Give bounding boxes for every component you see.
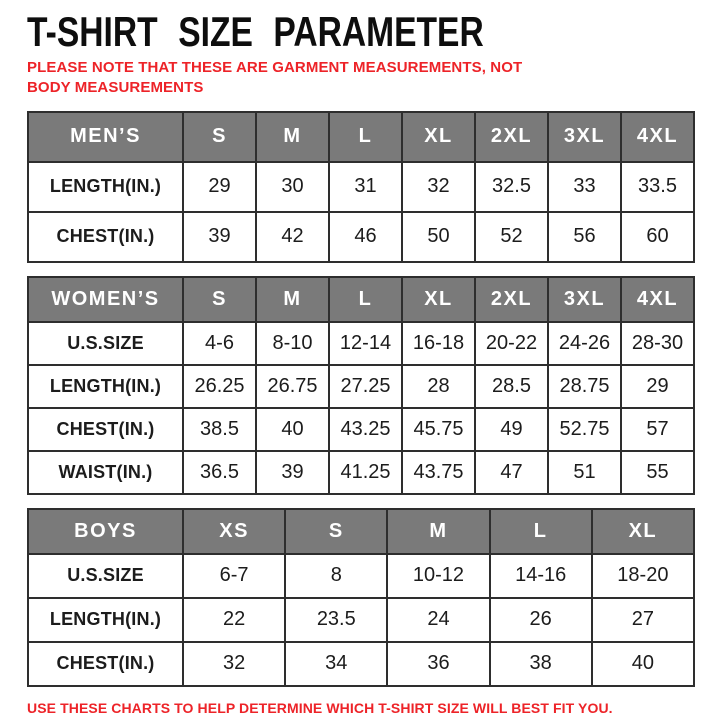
measurement-row <box>28 408 694 451</box>
size-header-cell: 3XL <box>548 112 621 162</box>
value-cell: 29 <box>621 365 694 408</box>
row-label-cell: LENGTH(IN.) <box>28 598 183 642</box>
value-cell: 52 <box>475 212 548 262</box>
value-cell: 32.5 <box>475 162 548 212</box>
value-cell: 8 <box>285 554 387 598</box>
value-cell: 10-12 <box>387 554 489 598</box>
size-header-cell: 2XL <box>475 112 548 162</box>
size-header-cell: XL <box>402 112 475 162</box>
size-header-cell: S <box>285 509 387 554</box>
womens-size-table <box>27 276 695 495</box>
value-cell: 43.75 <box>402 451 475 494</box>
value-cell: 55 <box>621 451 694 494</box>
page-title-text: T-SHIRT SIZE PARAMETER <box>27 8 484 55</box>
value-cell: 26 <box>490 598 592 642</box>
value-cell: 43.25 <box>329 408 402 451</box>
value-cell: 18-20 <box>592 554 694 598</box>
mens-size-table <box>27 111 695 263</box>
row-label-cell: CHEST(IN.) <box>28 642 183 686</box>
value-cell: 42 <box>256 212 329 262</box>
row-label-cell: WAIST(IN.) <box>28 451 183 494</box>
row-label-cell: U.S.SIZE <box>28 322 183 365</box>
size-header-row <box>28 112 694 162</box>
value-cell: 27 <box>592 598 694 642</box>
value-cell: 27.25 <box>329 365 402 408</box>
size-header-row <box>28 509 694 554</box>
value-cell: 26.75 <box>256 365 329 408</box>
measurement-row <box>28 642 694 686</box>
value-cell: 50 <box>402 212 475 262</box>
value-cell: 49 <box>475 408 548 451</box>
value-cell: 38.5 <box>183 408 256 451</box>
row-label-cell: CHEST(IN.) <box>28 212 183 262</box>
size-header-row <box>28 277 694 322</box>
value-cell: 20-22 <box>475 322 548 365</box>
measurement-row <box>28 598 694 642</box>
row-label-cell: U.S.SIZE <box>28 554 183 598</box>
measurement-row <box>28 451 694 494</box>
value-cell: 39 <box>256 451 329 494</box>
size-header-cell: XL <box>592 509 694 554</box>
value-cell: 57 <box>621 408 694 451</box>
value-cell: 36.5 <box>183 451 256 494</box>
value-cell: 30 <box>256 162 329 212</box>
value-cell: 4-6 <box>183 322 256 365</box>
measurement-row <box>28 365 694 408</box>
size-header-cell: L <box>329 112 402 162</box>
measurement-row <box>28 322 694 365</box>
size-header-cell: 4XL <box>621 277 694 322</box>
size-header-cell: XS <box>183 509 285 554</box>
value-cell: 38 <box>490 642 592 686</box>
size-header-cell: M <box>387 509 489 554</box>
measurement-row <box>28 162 694 212</box>
value-cell: 26.25 <box>183 365 256 408</box>
value-cell: 39 <box>183 212 256 262</box>
value-cell: 29 <box>183 162 256 212</box>
size-header-cell: L <box>329 277 402 322</box>
value-cell: 6-7 <box>183 554 285 598</box>
value-cell: 51 <box>548 451 621 494</box>
measurement-row <box>28 212 694 262</box>
value-cell: 45.75 <box>402 408 475 451</box>
value-cell: 52.75 <box>548 408 621 451</box>
size-header-cell: 2XL <box>475 277 548 322</box>
table-title-cell: BOYS <box>28 509 183 554</box>
value-cell: 40 <box>256 408 329 451</box>
value-cell: 56 <box>548 212 621 262</box>
value-cell: 32 <box>402 162 475 212</box>
value-cell: 28.75 <box>548 365 621 408</box>
value-cell: 8-10 <box>256 322 329 365</box>
size-header-cell: S <box>183 277 256 322</box>
page-title <box>27 10 695 54</box>
value-cell: 46 <box>329 212 402 262</box>
value-cell: 60 <box>621 212 694 262</box>
value-cell: 23.5 <box>285 598 387 642</box>
value-cell: 12-14 <box>329 322 402 365</box>
table-title-cell: WOMEN’S <box>28 277 183 322</box>
row-label-cell: LENGTH(IN.) <box>28 365 183 408</box>
value-cell: 34 <box>285 642 387 686</box>
table-title-cell: MEN’S <box>28 112 183 162</box>
size-header-cell: 3XL <box>548 277 621 322</box>
fit-advice-footer: USE THESE CHARTS TO HELP DETERMINE WHICH T-SHIRT SIZE WILL BEST FIT YOU. <box>27 699 613 716</box>
value-cell: 22 <box>183 598 285 642</box>
value-cell: 24-26 <box>548 322 621 365</box>
value-cell: 16-18 <box>402 322 475 365</box>
size-header-cell: XL <box>402 277 475 322</box>
size-header-cell: M <box>256 277 329 322</box>
value-cell: 31 <box>329 162 402 212</box>
value-cell: 33.5 <box>621 162 694 212</box>
value-cell: 40 <box>592 642 694 686</box>
value-cell: 28-30 <box>621 322 694 365</box>
value-cell: 47 <box>475 451 548 494</box>
garment-measurement-note: PLEASE NOTE THAT THESE ARE GARMENT MEASUREMENTS, NOT BODY MEASUREMENTS <box>27 59 523 96</box>
size-header-cell: L <box>490 509 592 554</box>
value-cell: 36 <box>387 642 489 686</box>
row-label-cell: CHEST(IN.) <box>28 408 183 451</box>
size-header-cell: 4XL <box>621 112 694 162</box>
value-cell: 41.25 <box>329 451 402 494</box>
measurement-row <box>28 554 694 598</box>
row-label-cell: LENGTH(IN.) <box>28 162 183 212</box>
boys-size-table <box>27 508 695 687</box>
value-cell: 28 <box>402 365 475 408</box>
value-cell: 33 <box>548 162 621 212</box>
size-header-cell: S <box>183 112 256 162</box>
value-cell: 14-16 <box>490 554 592 598</box>
value-cell: 24 <box>387 598 489 642</box>
value-cell: 28.5 <box>475 365 548 408</box>
size-header-cell: M <box>256 112 329 162</box>
value-cell: 32 <box>183 642 285 686</box>
